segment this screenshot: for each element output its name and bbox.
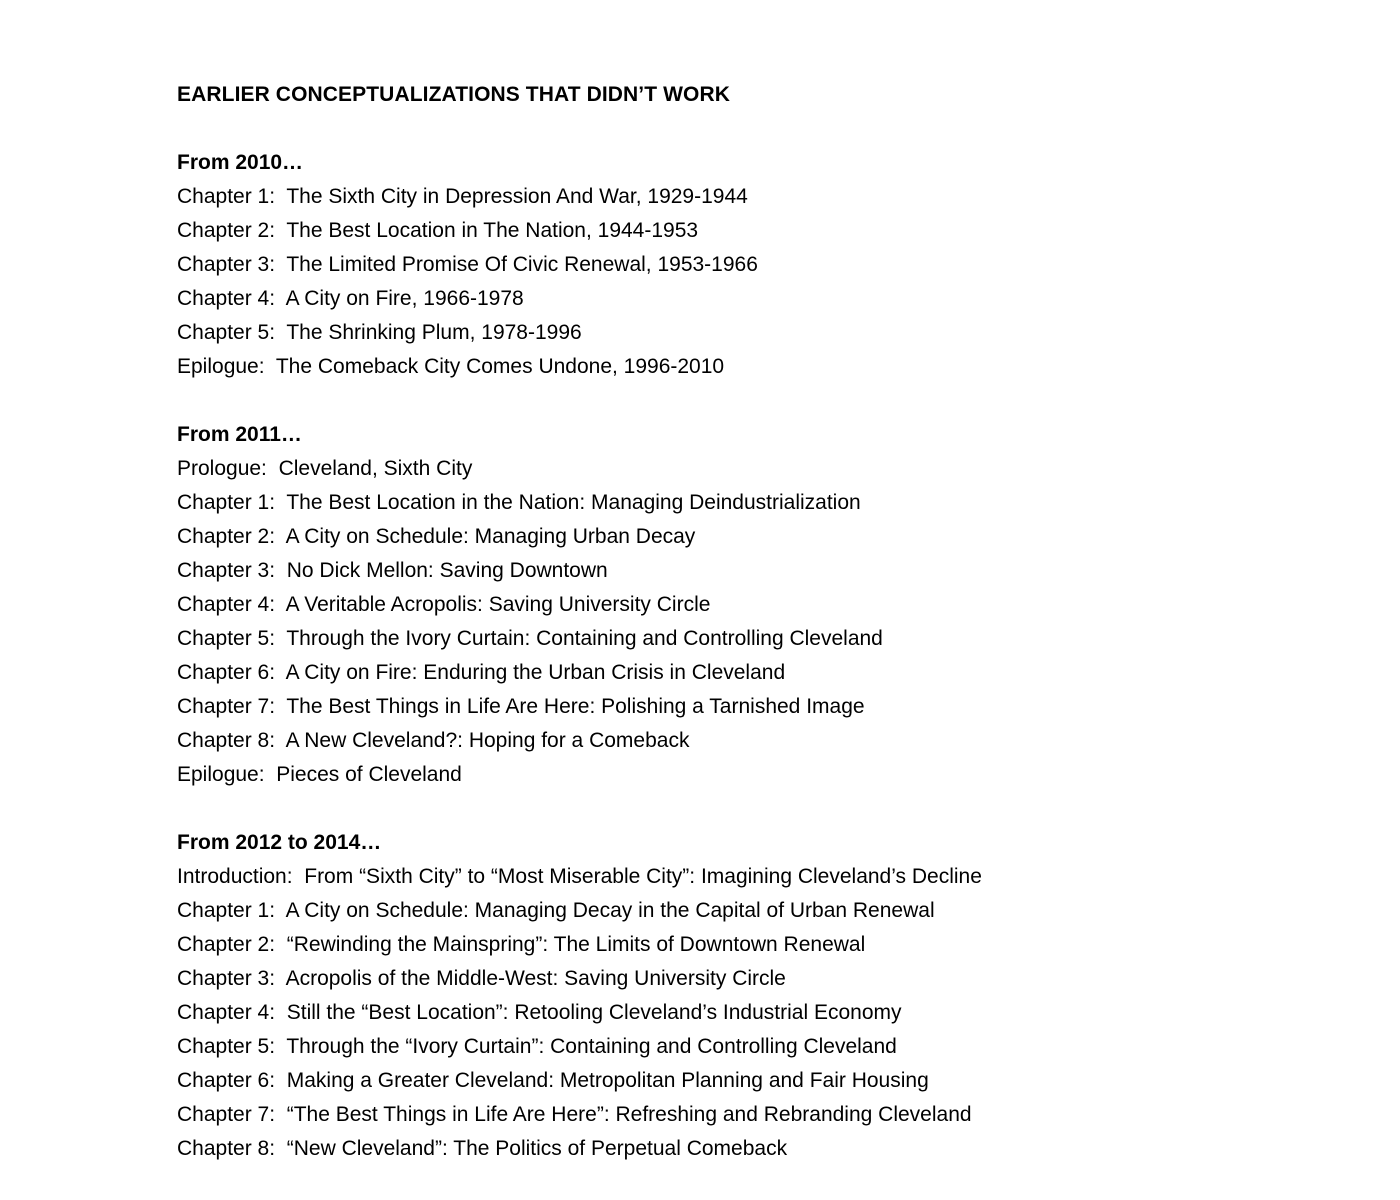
- list-item: Chapter 2: “Rewinding the Mainspring”: The Limits of Downtown Renewal: [177, 933, 866, 956]
- list-item: Chapter 4: A Veritable Acropolis: Saving University Circle: [177, 593, 711, 616]
- list-item: Chapter 7: “The Best Things in Life Are Here”: Refreshing and Rebranding Cleveland: [177, 1103, 972, 1126]
- list-item: Chapter 8: A New Cleveland?: Hoping for a Comeback: [177, 729, 690, 752]
- toc-list: [177, 180, 1400, 384]
- page-title: EARLIER CONCEPTUALIZATIONS THAT DIDN’T WORK: [177, 83, 730, 106]
- section-from-2010: [177, 146, 1400, 384]
- list-item: Chapter 8: “New Cleveland”: The Politics of Perpetual Comeback: [177, 1137, 788, 1160]
- toc-list: [177, 860, 1400, 1166]
- toc-list: [177, 452, 1400, 792]
- list-item: Chapter 1: The Sixth City in Depression And War, 1929-1944: [177, 185, 748, 208]
- list-item: Chapter 4: Still the “Best Location”: Retooling Cleveland’s Industrial Economy: [177, 1001, 902, 1024]
- list-item: Prologue: Cleveland, Sixth City: [177, 457, 473, 480]
- list-item: Chapter 2: A City on Schedule: Managing Urban Decay: [177, 525, 696, 548]
- list-item: Chapter 5: Through the “Ivory Curtain”: Containing and Controlling Cleveland: [177, 1035, 897, 1058]
- list-item: Chapter 4: A City on Fire, 1966-1978: [177, 287, 524, 310]
- list-item: Chapter 6: Making a Greater Cleveland: Metropolitan Planning and Fair Housing: [177, 1069, 929, 1092]
- list-item: Chapter 3: The Limited Promise Of Civic Renewal, 1953-1966: [177, 253, 758, 276]
- section-heading: From 2011…: [177, 423, 302, 446]
- list-item: Chapter 3: No Dick Mellon: Saving Downtown: [177, 559, 608, 582]
- list-item: Introduction: From “Sixth City” to “Most Miserable City”: Imagining Cleveland’s Decline: [177, 865, 982, 888]
- section-heading: From 2010…: [177, 151, 304, 174]
- list-item: Chapter 5: The Shrinking Plum, 1978-1996: [177, 321, 582, 344]
- list-item: Epilogue: Pieces of Cleveland: [177, 763, 462, 786]
- section-heading: From 2012 to 2014…: [177, 831, 382, 854]
- list-item: Chapter 1: The Best Location in the Nation: Managing Deindustrialization: [177, 491, 861, 514]
- list-item: Chapter 2: The Best Location in The Nation, 1944-1953: [177, 219, 699, 242]
- list-item: Chapter 3: Acropolis of the Middle-West: Saving University Circle: [177, 967, 786, 990]
- list-item: Chapter 5: Through the Ivory Curtain: Containing and Controlling Cleveland: [177, 627, 883, 650]
- list-item: Chapter 6: A City on Fire: Enduring the Urban Crisis in Cleveland: [177, 661, 786, 684]
- section-from-2011: [177, 418, 1400, 792]
- section-from-2012-to-2014: [177, 826, 1400, 1166]
- list-item: Chapter 7: The Best Things in Life Are Here: Polishing a Tarnished Image: [177, 695, 865, 718]
- list-item: Epilogue: The Comeback City Comes Undone, 1996-2010: [177, 355, 725, 378]
- list-item: Chapter 1: A City on Schedule: Managing Decay in the Capital of Urban Renewal: [177, 899, 935, 922]
